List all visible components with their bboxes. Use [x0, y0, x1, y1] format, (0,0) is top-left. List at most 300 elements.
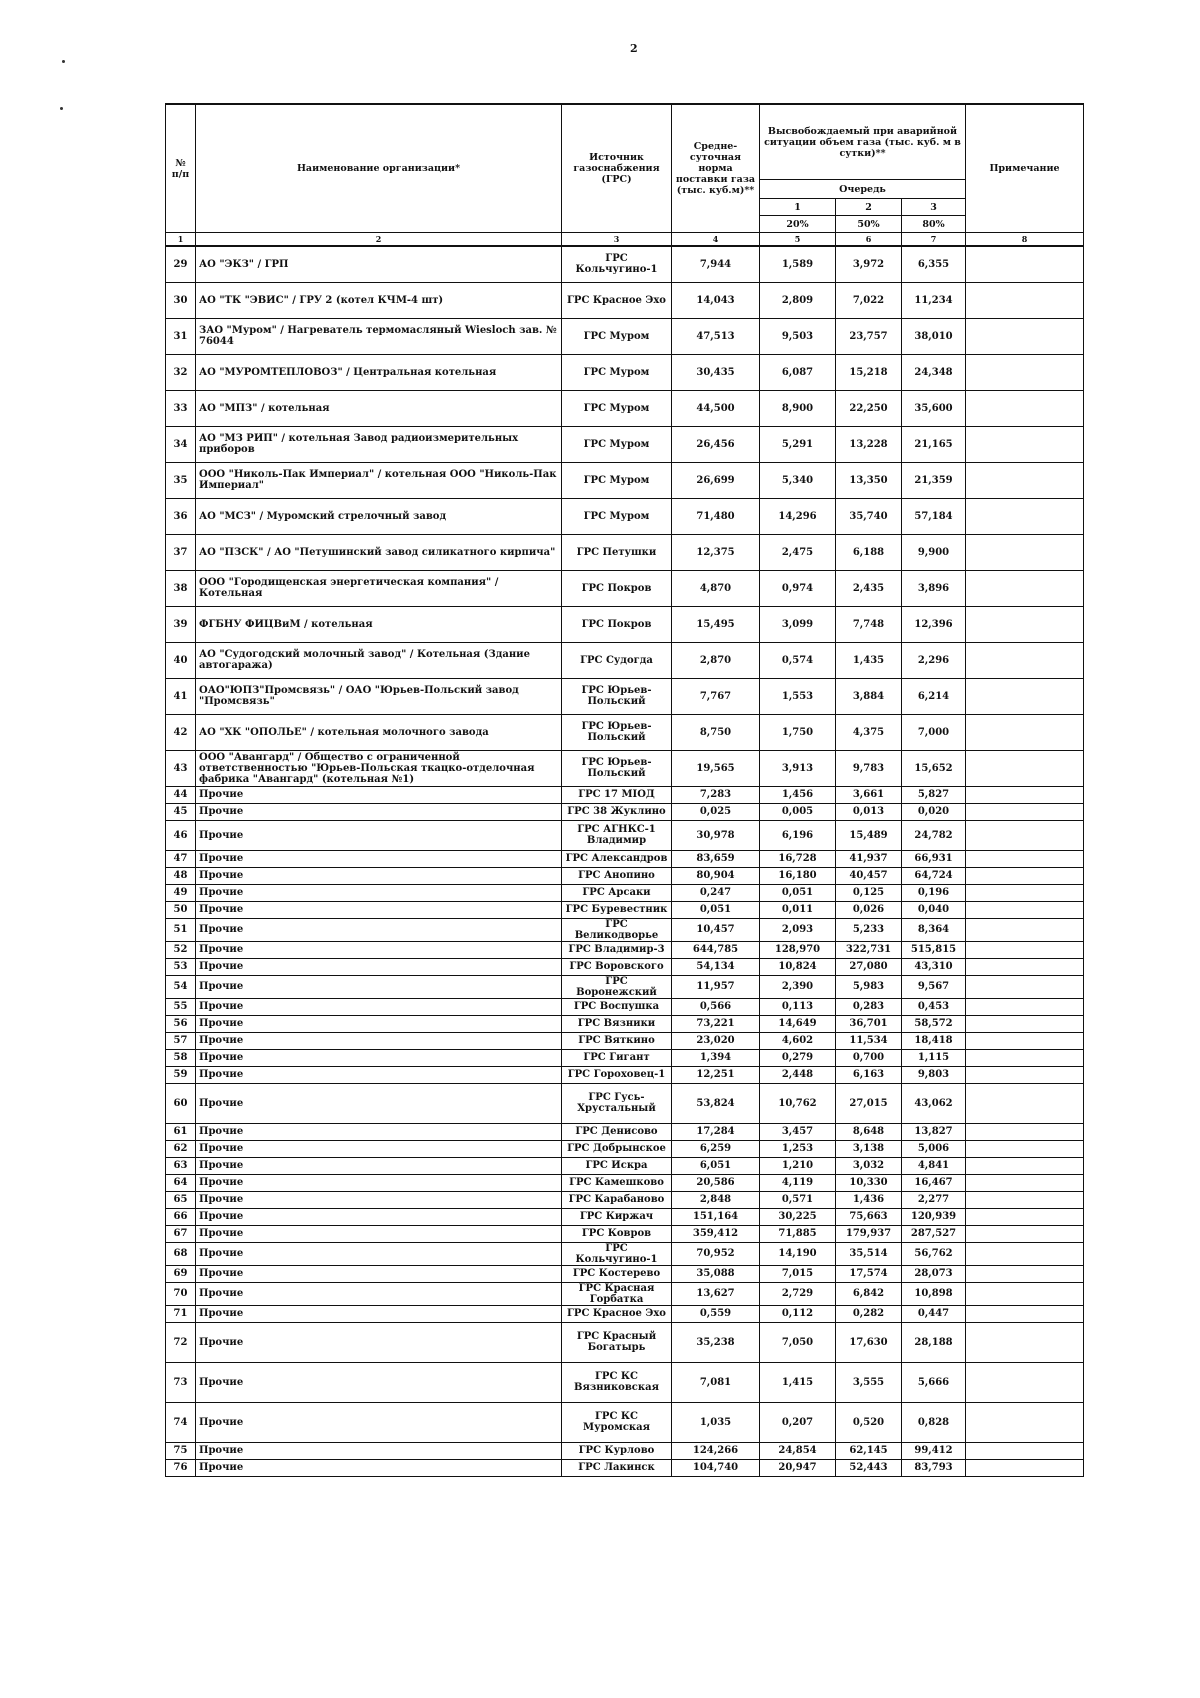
organization-name: ООО "Городищенская энергетическая компания" / Котельная — [196, 570, 562, 606]
table-row — [166, 1032, 1084, 1049]
queue-3-volume: 9,567 — [902, 975, 966, 998]
daily-norm: 83,659 — [672, 850, 760, 867]
queue-3-volume: 28,073 — [902, 1265, 966, 1282]
queue-3-volume: 515,815 — [902, 941, 966, 958]
queue-3-volume: 57,184 — [902, 498, 966, 534]
table-row — [166, 318, 1084, 354]
table-row — [166, 1049, 1084, 1066]
table-row — [166, 1066, 1084, 1083]
queue-2-volume: 7,022 — [836, 282, 902, 318]
gas-source: ГРС Александров — [562, 850, 672, 867]
queue-3-volume: 83,793 — [902, 1459, 966, 1476]
note-cell — [966, 918, 1084, 941]
col-index: 4 — [672, 233, 760, 247]
organization-name: Прочие — [196, 918, 562, 941]
daily-norm: 44,500 — [672, 390, 760, 426]
note-cell — [966, 390, 1084, 426]
gas-source: ГРС Гусь-Хрустальный — [562, 1083, 672, 1123]
gas-source: ГРС Покров — [562, 606, 672, 642]
table-row — [166, 918, 1084, 941]
table-row — [166, 803, 1084, 820]
queue-1-volume: 20,947 — [760, 1459, 836, 1476]
note-cell — [966, 354, 1084, 390]
queue-1-volume: 3,457 — [760, 1123, 836, 1140]
daily-norm: 7,283 — [672, 786, 760, 803]
queue-1-volume: 1,589 — [760, 246, 836, 282]
queue-2-volume: 8,648 — [836, 1123, 902, 1140]
gas-source: ГРС Владимир-3 — [562, 941, 672, 958]
note-cell — [966, 803, 1084, 820]
queue-2-volume: 35,514 — [836, 1242, 902, 1265]
note-cell — [966, 1322, 1084, 1362]
queue-2-volume: 179,937 — [836, 1225, 902, 1242]
row-number: 51 — [166, 918, 196, 941]
queue-1-volume: 4,119 — [760, 1174, 836, 1191]
queue-1-volume: 6,196 — [760, 820, 836, 850]
gas-source: ГРС Лакинск — [562, 1459, 672, 1476]
queue-3-volume: 6,355 — [902, 246, 966, 282]
organization-name: Прочие — [196, 867, 562, 884]
row-number: 65 — [166, 1191, 196, 1208]
daily-norm: 0,051 — [672, 901, 760, 918]
row-number: 57 — [166, 1032, 196, 1049]
queue-2-volume: 6,842 — [836, 1282, 902, 1305]
queue-2-volume: 17,574 — [836, 1265, 902, 1282]
gas-source: ГРС Ковров — [562, 1225, 672, 1242]
daily-norm: 0,559 — [672, 1305, 760, 1322]
queue-1-volume: 0,574 — [760, 642, 836, 678]
table-row — [166, 534, 1084, 570]
queue-1-volume: 1,415 — [760, 1362, 836, 1402]
gas-source: ГРС Гороховец-1 — [562, 1066, 672, 1083]
daily-norm: 23,020 — [672, 1032, 760, 1049]
queue-2-volume: 62,145 — [836, 1442, 902, 1459]
queue-1-volume: 71,885 — [760, 1225, 836, 1242]
header-norm: Средне-суточная норма поставки газа (тыс. куб.м)** — [672, 104, 760, 233]
row-number: 35 — [166, 462, 196, 498]
row-number: 61 — [166, 1123, 196, 1140]
note-cell — [966, 1402, 1084, 1442]
queue-2-volume: 7,748 — [836, 606, 902, 642]
note-cell — [966, 1242, 1084, 1265]
queue-2-volume: 0,013 — [836, 803, 902, 820]
row-number: 54 — [166, 975, 196, 998]
row-number: 72 — [166, 1322, 196, 1362]
gas-source: ГРС Муром — [562, 318, 672, 354]
row-number: 31 — [166, 318, 196, 354]
queue-2-volume: 0,026 — [836, 901, 902, 918]
organization-name: Прочие — [196, 786, 562, 803]
note-cell — [966, 786, 1084, 803]
gas-source: ГРС Юрьев-Польский — [562, 750, 672, 786]
daily-norm: 47,513 — [672, 318, 760, 354]
table-row — [166, 850, 1084, 867]
table-row — [166, 1157, 1084, 1174]
note-cell — [966, 1459, 1084, 1476]
queue-2-volume: 3,032 — [836, 1157, 902, 1174]
row-number: 70 — [166, 1282, 196, 1305]
gas-source: ГРС Красный Богатырь — [562, 1322, 672, 1362]
queue-1-volume: 0,207 — [760, 1402, 836, 1442]
daily-norm: 7,944 — [672, 246, 760, 282]
table-row — [166, 462, 1084, 498]
organization-name: Прочие — [196, 1032, 562, 1049]
queue-2-volume: 3,555 — [836, 1362, 902, 1402]
header-p2: 50% — [836, 216, 902, 233]
gas-source: ГРС Добрынское — [562, 1140, 672, 1157]
organization-name: АО "Судогодский молочный завод" / Котельная (Здание автогаража) — [196, 642, 562, 678]
queue-3-volume: 12,396 — [902, 606, 966, 642]
note-cell — [966, 1066, 1084, 1083]
col-index: 7 — [902, 233, 966, 247]
organization-name: АО "ХК "ОПОЛЬЕ" / котельная молочного завода — [196, 714, 562, 750]
note-cell — [966, 975, 1084, 998]
note-cell — [966, 570, 1084, 606]
note-cell — [966, 1083, 1084, 1123]
organization-name: Прочие — [196, 941, 562, 958]
note-cell — [966, 714, 1084, 750]
header-note: Примечание — [966, 104, 1084, 233]
organization-name: АО "МЗ РИП" / котельная Завод радиоизмерительных приборов — [196, 426, 562, 462]
queue-3-volume: 38,010 — [902, 318, 966, 354]
organization-name: ООО "Авангард" / Общество с ограниченной ответственностью "Юрьев-Польская ткацко-отделочная фабрика "Авангард" (котельная №1) — [196, 750, 562, 786]
daily-norm: 80,904 — [672, 867, 760, 884]
queue-2-volume: 75,663 — [836, 1208, 902, 1225]
daily-norm: 12,375 — [672, 534, 760, 570]
row-number: 49 — [166, 884, 196, 901]
gas-source: ГРС Муром — [562, 390, 672, 426]
col-index: 8 — [966, 233, 1084, 247]
queue-1-volume: 1,750 — [760, 714, 836, 750]
row-number: 60 — [166, 1083, 196, 1123]
queue-1-volume: 3,913 — [760, 750, 836, 786]
queue-3-volume: 5,827 — [902, 786, 966, 803]
queue-2-volume: 22,250 — [836, 390, 902, 426]
gas-source: ГРС АГНКС-1 Владимир — [562, 820, 672, 850]
queue-1-volume: 0,974 — [760, 570, 836, 606]
queue-1-volume: 7,050 — [760, 1322, 836, 1362]
gas-source: ГРС Кольчугино-1 — [562, 246, 672, 282]
note-cell — [966, 867, 1084, 884]
organization-name: Прочие — [196, 850, 562, 867]
row-number: 64 — [166, 1174, 196, 1191]
organization-name: Прочие — [196, 1362, 562, 1402]
note-cell — [966, 1265, 1084, 1282]
table-row — [166, 426, 1084, 462]
row-number: 40 — [166, 642, 196, 678]
queue-2-volume: 0,282 — [836, 1305, 902, 1322]
note-cell — [966, 1123, 1084, 1140]
daily-norm: 1,394 — [672, 1049, 760, 1066]
queue-3-volume: 0,020 — [902, 803, 966, 820]
organization-name: Прочие — [196, 1225, 562, 1242]
row-number: 71 — [166, 1305, 196, 1322]
row-number: 47 — [166, 850, 196, 867]
organization-name: Прочие — [196, 1265, 562, 1282]
table-row — [166, 1191, 1084, 1208]
gas-source: ГРС Карабаново — [562, 1191, 672, 1208]
daily-norm: 8,750 — [672, 714, 760, 750]
queue-3-volume: 43,310 — [902, 958, 966, 975]
note-cell — [966, 678, 1084, 714]
organization-name: ОАО"ЮПЗ"Промсвязь" / ОАО "Юрьев-Польский завод "Промсвязь" — [196, 678, 562, 714]
queue-1-volume: 16,180 — [760, 867, 836, 884]
queue-1-volume: 0,112 — [760, 1305, 836, 1322]
header-q3: 3 — [902, 199, 966, 216]
row-number: 69 — [166, 1265, 196, 1282]
table-row — [166, 1459, 1084, 1476]
queue-2-volume: 13,228 — [836, 426, 902, 462]
queue-3-volume: 7,000 — [902, 714, 966, 750]
note-cell — [966, 606, 1084, 642]
daily-norm: 71,480 — [672, 498, 760, 534]
queue-3-volume: 21,165 — [902, 426, 966, 462]
queue-3-volume: 66,931 — [902, 850, 966, 867]
row-number: 29 — [166, 246, 196, 282]
gas-source: ГРС Вязники — [562, 1015, 672, 1032]
gas-source: ГРС Судогда — [562, 642, 672, 678]
queue-1-volume: 1,553 — [760, 678, 836, 714]
gas-source: ГРС Муром — [562, 462, 672, 498]
queue-3-volume: 64,724 — [902, 867, 966, 884]
organization-name: Прочие — [196, 820, 562, 850]
table-row — [166, 1442, 1084, 1459]
note-cell — [966, 1157, 1084, 1174]
daily-norm: 7,081 — [672, 1362, 760, 1402]
row-number: 50 — [166, 901, 196, 918]
queue-3-volume: 2,296 — [902, 642, 966, 678]
queue-3-volume: 5,666 — [902, 1362, 966, 1402]
row-number: 56 — [166, 1015, 196, 1032]
queue-1-volume: 30,225 — [760, 1208, 836, 1225]
queue-3-volume: 3,896 — [902, 570, 966, 606]
daily-norm: 54,134 — [672, 958, 760, 975]
queue-3-volume: 15,652 — [902, 750, 966, 786]
organization-name: Прочие — [196, 998, 562, 1015]
table-row — [166, 1174, 1084, 1191]
row-number: 59 — [166, 1066, 196, 1083]
gas-source: ГРС Искра — [562, 1157, 672, 1174]
queue-1-volume: 0,279 — [760, 1049, 836, 1066]
row-number: 46 — [166, 820, 196, 850]
gas-source: ГРС Юрьев-Польский — [562, 714, 672, 750]
daily-norm: 644,785 — [672, 941, 760, 958]
scan-speck — [60, 107, 63, 110]
queue-3-volume: 58,572 — [902, 1015, 966, 1032]
queue-1-volume: 9,503 — [760, 318, 836, 354]
queue-3-volume: 0,828 — [902, 1402, 966, 1442]
queue-2-volume: 41,937 — [836, 850, 902, 867]
queue-1-volume: 2,390 — [760, 975, 836, 998]
table-row — [166, 1305, 1084, 1322]
queue-2-volume: 5,233 — [836, 918, 902, 941]
queue-2-volume: 35,740 — [836, 498, 902, 534]
table-row — [166, 1140, 1084, 1157]
table-row — [166, 941, 1084, 958]
note-cell — [966, 1032, 1084, 1049]
organization-name: Прочие — [196, 1174, 562, 1191]
header-released: Высвобождаемый при аварийной ситуации объем газа (тыс. куб. м в сутки)** — [760, 104, 966, 180]
gas-source: ГРС Муром — [562, 498, 672, 534]
row-number: 62 — [166, 1140, 196, 1157]
table-row — [166, 282, 1084, 318]
row-number: 67 — [166, 1225, 196, 1242]
queue-3-volume: 28,188 — [902, 1322, 966, 1362]
queue-3-volume: 24,348 — [902, 354, 966, 390]
daily-norm: 11,957 — [672, 975, 760, 998]
row-number: 63 — [166, 1157, 196, 1174]
queue-2-volume: 3,138 — [836, 1140, 902, 1157]
organization-name: АО "ТК "ЭВИС" / ГРУ 2 (котел КЧМ-4 шт) — [196, 282, 562, 318]
organization-name: ФГБНУ ФИЦВиМ / котельная — [196, 606, 562, 642]
queue-2-volume: 23,757 — [836, 318, 902, 354]
gas-source: ГРС 38 Жуклино — [562, 803, 672, 820]
queue-3-volume: 43,062 — [902, 1083, 966, 1123]
daily-norm: 2,870 — [672, 642, 760, 678]
gas-source: ГРС Камешково — [562, 1174, 672, 1191]
row-number: 30 — [166, 282, 196, 318]
table-header — [166, 104, 1084, 246]
header-queue: Очередь — [760, 180, 966, 199]
queue-1-volume: 3,099 — [760, 606, 836, 642]
row-number: 68 — [166, 1242, 196, 1265]
queue-1-volume: 128,970 — [760, 941, 836, 958]
queue-1-volume: 14,296 — [760, 498, 836, 534]
gas-source: ГРС КС Вязниковская — [562, 1362, 672, 1402]
queue-1-volume: 8,900 — [760, 390, 836, 426]
queue-1-volume: 10,762 — [760, 1083, 836, 1123]
table-row — [166, 1015, 1084, 1032]
queue-1-volume: 5,291 — [760, 426, 836, 462]
daily-norm: 0,247 — [672, 884, 760, 901]
daily-norm: 6,259 — [672, 1140, 760, 1157]
queue-2-volume: 4,375 — [836, 714, 902, 750]
queue-1-volume: 0,113 — [760, 998, 836, 1015]
organization-name: Прочие — [196, 1083, 562, 1123]
row-number: 36 — [166, 498, 196, 534]
queue-1-volume: 2,448 — [760, 1066, 836, 1083]
queue-3-volume: 0,040 — [902, 901, 966, 918]
row-number: 43 — [166, 750, 196, 786]
note-cell — [966, 884, 1084, 901]
queue-3-volume: 6,214 — [902, 678, 966, 714]
table-row — [166, 1208, 1084, 1225]
table-row — [166, 1242, 1084, 1265]
queue-2-volume: 52,443 — [836, 1459, 902, 1476]
queue-2-volume: 36,701 — [836, 1015, 902, 1032]
row-number: 73 — [166, 1362, 196, 1402]
daily-norm: 73,221 — [672, 1015, 760, 1032]
note-cell — [966, 1305, 1084, 1322]
daily-norm: 30,435 — [672, 354, 760, 390]
queue-1-volume: 2,093 — [760, 918, 836, 941]
queue-2-volume: 10,330 — [836, 1174, 902, 1191]
queue-2-volume: 27,080 — [836, 958, 902, 975]
gas-source: ГРС Курлово — [562, 1442, 672, 1459]
queue-2-volume: 6,163 — [836, 1066, 902, 1083]
queue-1-volume: 24,854 — [760, 1442, 836, 1459]
note-cell — [966, 998, 1084, 1015]
daily-norm: 53,824 — [672, 1083, 760, 1123]
note-cell — [966, 941, 1084, 958]
table-row — [166, 958, 1084, 975]
note-cell — [966, 1049, 1084, 1066]
queue-1-volume: 10,824 — [760, 958, 836, 975]
daily-norm: 151,164 — [672, 1208, 760, 1225]
table-row — [166, 820, 1084, 850]
gas-source: ГРС Юрьев-Польский — [562, 678, 672, 714]
organization-name: Прочие — [196, 1459, 562, 1476]
note-cell — [966, 282, 1084, 318]
table-row — [166, 714, 1084, 750]
gas-source: ГРС Буревестник — [562, 901, 672, 918]
col-index: 3 — [562, 233, 672, 247]
queue-2-volume: 13,350 — [836, 462, 902, 498]
gas-source: ГРС Воронежский — [562, 975, 672, 998]
gas-source: ГРС Анопино — [562, 867, 672, 884]
queue-2-volume: 15,489 — [836, 820, 902, 850]
daily-norm: 26,699 — [672, 462, 760, 498]
row-number: 32 — [166, 354, 196, 390]
gas-source: ГРС Красное Эхо — [562, 282, 672, 318]
queue-1-volume: 1,253 — [760, 1140, 836, 1157]
daily-norm: 20,586 — [672, 1174, 760, 1191]
queue-1-volume: 7,015 — [760, 1265, 836, 1282]
queue-2-volume: 17,630 — [836, 1322, 902, 1362]
queue-3-volume: 2,277 — [902, 1191, 966, 1208]
daily-norm: 0,025 — [672, 803, 760, 820]
col-index: 5 — [760, 233, 836, 247]
queue-1-volume: 14,190 — [760, 1242, 836, 1265]
queue-1-volume: 0,011 — [760, 901, 836, 918]
queue-1-volume: 0,005 — [760, 803, 836, 820]
row-number: 39 — [166, 606, 196, 642]
gas-source: ГРС Киржач — [562, 1208, 672, 1225]
note-cell — [966, 1208, 1084, 1225]
queue-1-volume: 4,602 — [760, 1032, 836, 1049]
queue-2-volume: 6,188 — [836, 534, 902, 570]
queue-1-volume: 1,456 — [760, 786, 836, 803]
gas-allocation-table — [165, 103, 1084, 1477]
queue-2-volume: 0,283 — [836, 998, 902, 1015]
note-cell — [966, 901, 1084, 918]
queue-2-volume: 322,731 — [836, 941, 902, 958]
organization-name: Прочие — [196, 1140, 562, 1157]
queue-1-volume: 0,051 — [760, 884, 836, 901]
organization-name: АО "МПЗ" / котельная — [196, 390, 562, 426]
header-p3: 80% — [902, 216, 966, 233]
gas-source: ГРС Костерево — [562, 1265, 672, 1282]
queue-3-volume: 21,359 — [902, 462, 966, 498]
queue-3-volume: 9,900 — [902, 534, 966, 570]
table-row — [166, 1322, 1084, 1362]
queue-3-volume: 1,115 — [902, 1049, 966, 1066]
note-cell — [966, 1140, 1084, 1157]
gas-source: ГРС Муром — [562, 426, 672, 462]
queue-2-volume: 0,520 — [836, 1402, 902, 1442]
organization-name: Прочие — [196, 1322, 562, 1362]
gas-source: ГРС Гигант — [562, 1049, 672, 1066]
note-cell — [966, 1442, 1084, 1459]
queue-3-volume: 5,006 — [902, 1140, 966, 1157]
table-row — [166, 786, 1084, 803]
queue-2-volume: 40,457 — [836, 867, 902, 884]
queue-2-volume: 9,783 — [836, 750, 902, 786]
table-row — [166, 642, 1084, 678]
header-q2: 2 — [836, 199, 902, 216]
scan-speck — [62, 60, 65, 63]
daily-norm: 14,043 — [672, 282, 760, 318]
